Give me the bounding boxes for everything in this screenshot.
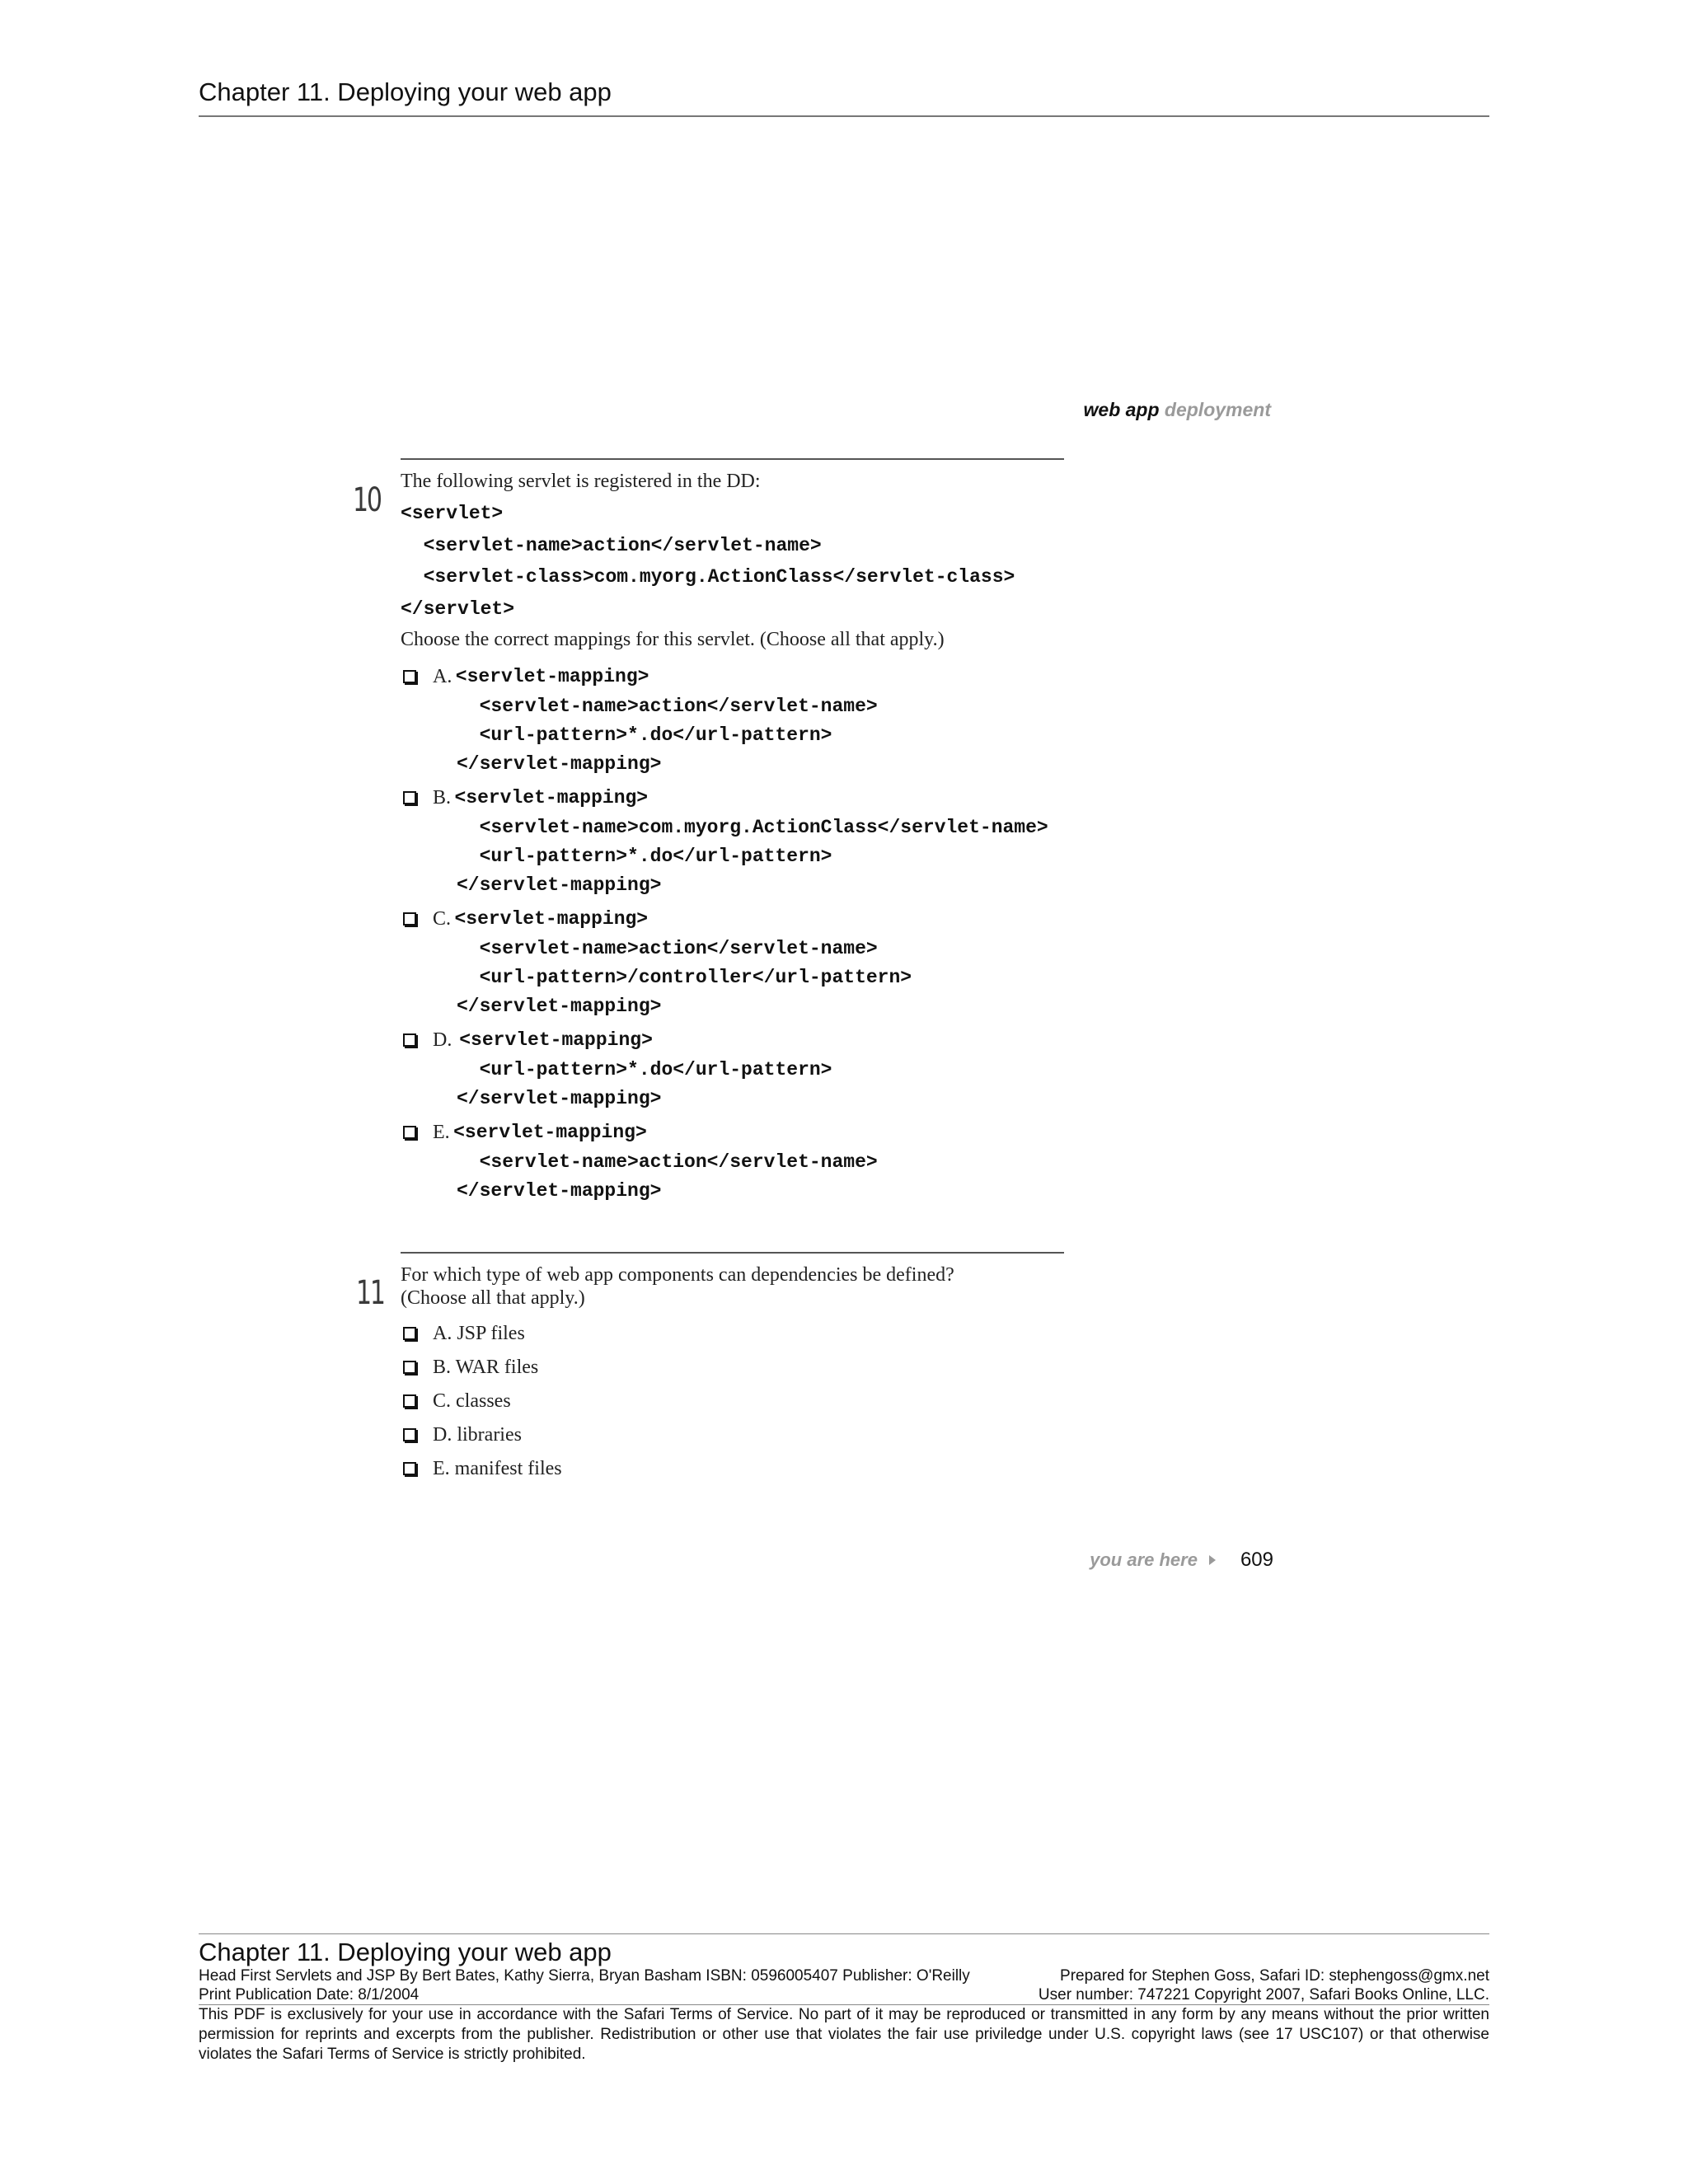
checkbox-icon[interactable] bbox=[403, 791, 416, 804]
checkbox-icon[interactable] bbox=[403, 1462, 416, 1475]
option-code-line: <url-pattern>*.do</url-pattern> bbox=[457, 1059, 832, 1080]
q11-number: 11 bbox=[356, 1274, 384, 1312]
option-code-line: </servlet-mapping> bbox=[457, 996, 662, 1017]
checkbox-icon[interactable] bbox=[403, 670, 416, 683]
option-code: <servlet-mapping> bbox=[454, 908, 649, 930]
q10-intro: The following servlet is registered in the DD: bbox=[401, 471, 761, 492]
q11-option-c[interactable] bbox=[403, 1389, 511, 1413]
option-code-line: </servlet-mapping> bbox=[457, 1180, 662, 1202]
checkbox-icon[interactable] bbox=[403, 912, 416, 926]
option-code-line: <servlet-name>action</servlet-name> bbox=[457, 696, 878, 717]
option-code: <servlet-mapping> bbox=[453, 1122, 647, 1143]
checkbox-icon[interactable] bbox=[403, 1394, 416, 1408]
q10-option-e[interactable] bbox=[403, 1120, 647, 1145]
option-code-line: </servlet-mapping> bbox=[457, 1088, 662, 1109]
q10-rule bbox=[401, 458, 1064, 460]
q11-option-e[interactable] bbox=[403, 1456, 562, 1481]
q11-rule bbox=[401, 1252, 1064, 1254]
q10-code-line: <servlet-class>com.myorg.ActionClass</servlet-class> bbox=[401, 566, 1015, 588]
option-text: C. classes bbox=[433, 1390, 511, 1412]
option-code: <servlet-mapping> bbox=[454, 787, 649, 808]
checkbox-icon[interactable] bbox=[403, 1327, 416, 1340]
pub-date: Print Publication Date: 8/1/2004 bbox=[199, 1986, 420, 2004]
q10-number: 10 bbox=[353, 481, 381, 519]
checkbox-icon[interactable] bbox=[403, 1126, 416, 1139]
chapter-header: Chapter 11. Deploying your web app bbox=[199, 77, 612, 106]
footer-pub-line bbox=[199, 1986, 1489, 2004]
page-number: 609 bbox=[1240, 1549, 1273, 1571]
option-code-line: </servlet-mapping> bbox=[457, 753, 662, 775]
checkbox-icon[interactable] bbox=[403, 1033, 416, 1047]
running-head bbox=[1080, 399, 1271, 421]
q10-option-d[interactable] bbox=[403, 1028, 653, 1052]
prepared-for: Prepared for Stephen Goss, Safari ID: stephengoss@gmx.net bbox=[1060, 1967, 1489, 1985]
q11-prompt-line2: (Choose all that apply.) bbox=[401, 1287, 585, 1309]
header-rule bbox=[199, 115, 1489, 117]
option-code-line: <servlet-name>com.myorg.ActionClass</servlet-name> bbox=[457, 817, 1048, 838]
option-code-line: <servlet-name>action</servlet-name> bbox=[457, 1151, 878, 1173]
q10-prompt: Choose the correct mappings for this servlet. (Choose all that apply.) bbox=[401, 629, 945, 650]
option-text: E. manifest files bbox=[433, 1457, 562, 1479]
option-letter: B. bbox=[433, 786, 452, 808]
option-letter: D. bbox=[433, 1029, 452, 1051]
legal-notice: This PDF is exclusively for your use in accordance with the Safari Terms of Service. No part of it may be reproduced or transmitted in any form by any means without the prior written permission for reprints and excerpts from the publisher. Redistribution or other use that violates the fair use priviledge under U.S. copyright laws (see 17 USC107) or that otherwise violates the Safari Terms of Service is strictly prohibited. bbox=[199, 2006, 1489, 2063]
book-info: Head First Servlets and JSP By Bert Bates, Kathy Sierra, Bryan Basham ISBN: 0596005407 Publisher: O'Reilly bbox=[199, 1967, 970, 1985]
triangle-right-icon bbox=[1209, 1555, 1216, 1565]
running-head-light: deployment bbox=[1164, 399, 1271, 420]
option-letter: C. bbox=[433, 907, 452, 930]
q10-option-a[interactable] bbox=[403, 664, 649, 689]
q10-option-b[interactable] bbox=[403, 785, 648, 810]
footer-rule bbox=[199, 1933, 1489, 1934]
option-code-line: <url-pattern>*.do</url-pattern> bbox=[457, 846, 832, 867]
option-text: D. libraries bbox=[433, 1423, 522, 1446]
option-code-line: <url-pattern>*.do</url-pattern> bbox=[457, 724, 832, 746]
option-text: A. JSP files bbox=[433, 1322, 525, 1344]
option-letter: E. bbox=[433, 1121, 450, 1143]
page-footer-nav bbox=[989, 1549, 1273, 1572]
running-head-bold: web app bbox=[1083, 399, 1160, 420]
q11-option-a[interactable] bbox=[403, 1321, 525, 1346]
you-are-here-label: you are here bbox=[1090, 1549, 1198, 1570]
q10-code-line: </servlet> bbox=[401, 598, 515, 620]
option-code-line: <servlet-name>action</servlet-name> bbox=[457, 938, 878, 959]
q10-code-line: <servlet> bbox=[401, 503, 504, 524]
checkbox-icon[interactable] bbox=[403, 1428, 416, 1441]
option-code: <servlet-mapping> bbox=[459, 1029, 653, 1051]
option-letter: A. bbox=[433, 665, 452, 687]
option-code: <servlet-mapping> bbox=[455, 666, 649, 687]
q11-prompt-line1: For which type of web app components can dependencies be defined? bbox=[401, 1264, 954, 1286]
q10-code-line: <servlet-name>action</servlet-name> bbox=[401, 535, 822, 556]
option-code-line: <url-pattern>/controller</url-pattern> bbox=[457, 967, 912, 988]
q11-option-d[interactable] bbox=[403, 1422, 522, 1447]
option-text: B. WAR files bbox=[433, 1356, 539, 1378]
footer-chapter-title: Chapter 11. Deploying your web app bbox=[199, 1938, 612, 1966]
q11-option-b[interactable] bbox=[403, 1355, 538, 1380]
q10-option-c[interactable] bbox=[403, 907, 648, 931]
footer-book-line bbox=[199, 1967, 1489, 1985]
user-number: User number: 747221 Copyright 2007, Safari Books Online, LLC. bbox=[1038, 1986, 1489, 2004]
option-code-line: </servlet-mapping> bbox=[457, 874, 662, 896]
checkbox-icon[interactable] bbox=[403, 1361, 416, 1374]
